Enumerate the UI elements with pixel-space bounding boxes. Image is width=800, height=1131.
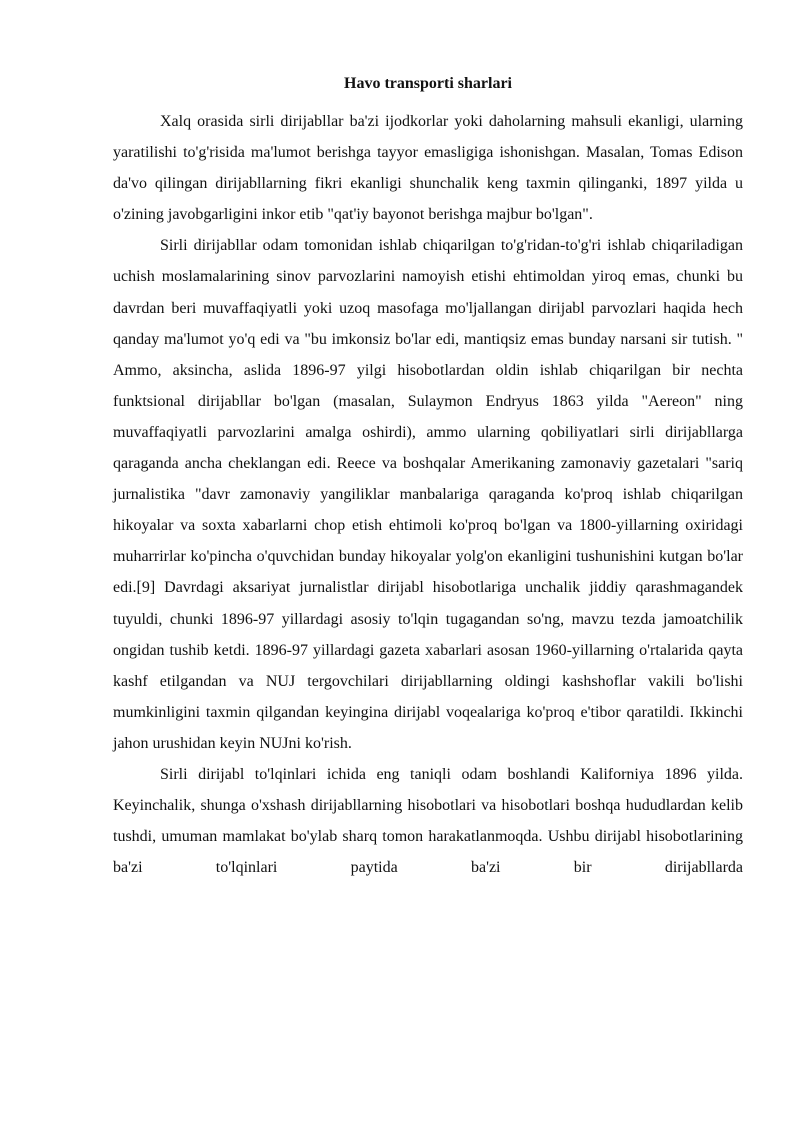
- document-page: [113, 68, 743, 883]
- paragraph-3: Sirli dirijabl to'lqinlari ichida eng taniqli odam boshlandi Kaliforniya 1896 yilda. Keyinchalik, shunga o'xshash dirijabllarning hisobotlari va hisobotlari boshqa hududlardan kelib tushdi, umuman mamlakat bo'ylab sharq tomon harakatlanmoqda. Ushbu dirijabl hisobotlarining ba'zi to'lqinlari paytida ba'zi bir dirijabllarda: [113, 765, 743, 877]
- document-title: Havo transporti sharlari: [344, 75, 512, 92]
- paragraph-1: Xalq orasida sirli dirijabllar ba'zi ijodkorlar yoki daholarning mahsuli ekanligi, ularning yaratilishi to'g'risida ma'lumot berishga tayyor emasligiga ishonishgan. Masalan, Tomas Edison da'vo qilingan dirijabllarning fikri ekanligi shunchalik keng taxmin qilinganki, 1897 yilda u o'zining javobgarligini inkor etib "qat'iy bayonot berishga majbur bo'lgan".: [113, 113, 743, 224]
- paragraph-2: Sirli dirijabllar odam tomonidan ishlab chiqarilgan to'g'ridan-to'g'ri ishlab chiqariladigan uchish moslamalarining sinov parvozlarini namoyish etishi ehtimoldan yiroq emas, chunki bu davrdan beri muvaffaqiyatli yoki uzoq masofaga mo'ljallangan dirijabl parvozlari haqida hech qanday ma'lumot yo'q edi va "bu imkonsiz bo'lar edi, mantiqsiz emas bunday narsani sir tutish. " Ammo, aksincha, aslida 1896-97 yilgi hisobotlardan oldin ishlab chiqarilgan bir nechta funktsional dirijabllar bo'lgan (masalan, Sulaymon Endryus 1863 yilda "Aereon" ning muvaffaqiyatli parvozlarini amalga oshirdi), ammo ularning qobiliyatlari sirli dirijabllarga qaraganda ancha cheklangan edi. Reece va boshqalar Amerikaning zamonaviy gazetalari "sariq jurnalistika "davr zamonaviy yangiliklar manbalariga qaraganda ko'proq ishlab chiqarilgan hikoyalar va soxta xabarlarni chop etish ehtimoli ko'proq bo'lgan va 1800-yillarning oxiridagi muharrirlar ko'pincha o'quvchidan bunday hikoyalar yolg'on ekanligini tushunishini kutgan bo'lar edi.[9] Davrdagi aksariyat jurnalistlar dirijabl hisobotlariga unchalik jiddiy qarashmagandek tuyuldi, chunki 1896-97 yillardagi asosiy to'lqin tugagandan so'ng, mavzu tezda jamoatchilik ongidan tushib ketdi. 1896-97 yillardagi gazeta xabarlari asosan 1960-yillarning o'rtalarida qayta kashf etilgandan va NUJ tergovchilari dirijabllarning oldingi kashshoflar vakili bo'lishi mumkinligini taxmin qilgandan keyingina dirijabl voqealariga ko'proq e'tibor qaratildi. Ikkinchi jahon urushidan keyin NUJni ko'rish.: [113, 237, 743, 752]
